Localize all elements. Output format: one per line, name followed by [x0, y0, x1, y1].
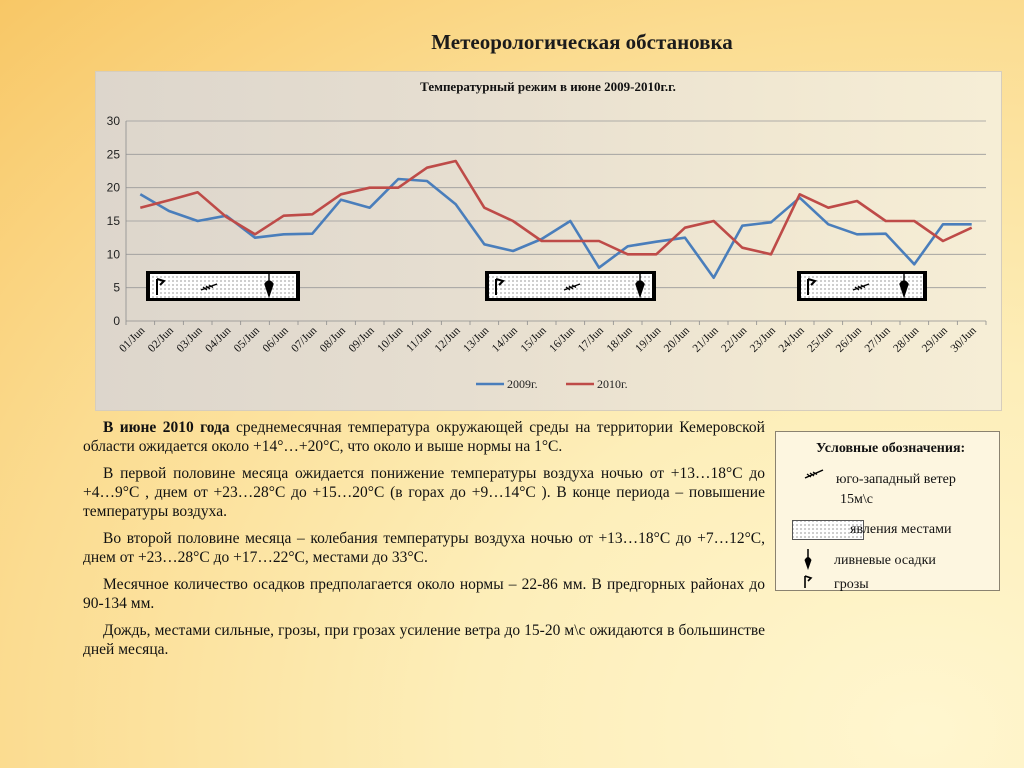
weather-annotation-box — [146, 271, 300, 301]
paragraph-3: Во второй половине месяца – колебания температуры воздуха ночью от +13…18°С до +7…12°С, днем от +23…28°С до +17…22°С, местами до 33°С. — [83, 530, 765, 566]
y-tick-label: 5 — [113, 280, 120, 295]
slide-title: Метеорологическая обстановка — [431, 30, 733, 54]
x-tick-label: 01/Jun — [117, 324, 148, 355]
paragraph-1 — [83, 418, 765, 456]
x-tick-label: 05/Jun — [231, 324, 263, 355]
y-tick-label: 15 — [106, 214, 120, 228]
y-tick-label: 20 — [106, 180, 120, 195]
wind-label: юго-западный ветер — [836, 472, 956, 487]
series-line-2 — [140, 161, 971, 254]
x-tick-label: 02/Jun — [145, 324, 177, 355]
symbol-legend-title: Условные обозначения: — [816, 441, 966, 456]
description-text — [83, 418, 765, 667]
wind-speed-label: 15м\с — [840, 492, 873, 507]
paragraph-4: Месячное количество осадков предполагается около нормы – 22-86 мм. В предгорных районах до 90-134 мм. — [83, 576, 765, 612]
chart-title: Температурный режим в июне 2009-2010г.г. — [420, 79, 676, 94]
x-tick-label: 22/Jun — [719, 324, 750, 355]
x-tick-label: 17/Jun — [575, 324, 607, 355]
shower-icon — [802, 548, 814, 572]
x-tick-label: 07/Jun — [289, 324, 320, 355]
symbol-legend — [775, 431, 1000, 591]
y-tick-label: 0 — [113, 314, 120, 328]
storms-label: грозы — [834, 577, 869, 592]
x-tick-label: 09/Jun — [346, 324, 377, 355]
paragraph-1-lead: В июне 2010 года — [103, 419, 230, 436]
x-tick-label: 23/Jun — [747, 324, 779, 355]
x-tick-label: 06/Jun — [260, 324, 291, 355]
paragraph-5: Дождь, местами сильные, грозы, при грозах усиление ветра до 15-20 м\с ожидаются в большинстве дней месяца. — [83, 622, 765, 658]
y-tick-label: 25 — [106, 147, 120, 162]
y-tick-label: 10 — [106, 247, 120, 262]
x-tick-label: 16/Jun — [547, 324, 578, 355]
weather-annotation-box — [797, 271, 927, 301]
thunderstorm-icon — [802, 574, 814, 590]
x-tick-label: 21/Jun — [690, 324, 721, 355]
x-tick-label: 15/Jun — [518, 324, 549, 355]
paragraph-2: В первой половине месяца ожидается понижение температуры воздуха ночью от +13…18°С до +4…9°С , днем от +23…28°С до +15…20°С (в горах до +9…14°С ). В конце периода – повышение температуры воздуха. — [83, 465, 765, 520]
x-tick-label: 18/Jun — [604, 324, 635, 355]
x-tick-label: 25/Jun — [805, 324, 836, 355]
x-tick-label: 08/Jun — [317, 324, 349, 355]
wind-icon — [802, 468, 826, 482]
legend-label: 2010г. — [597, 377, 628, 391]
locally-label: явления местами — [850, 522, 952, 537]
x-tick-label: 29/Jun — [919, 324, 951, 355]
x-tick-label: 04/Jun — [203, 324, 234, 355]
x-tick-label: 12/Jun — [432, 324, 463, 355]
x-tick-label: 19/Jun — [633, 324, 664, 355]
x-tick-label: 11/Jun — [404, 324, 435, 355]
x-tick-label: 20/Jun — [661, 324, 693, 355]
y-tick-label: 30 — [106, 114, 120, 128]
weather-annotation-box — [485, 271, 656, 301]
x-tick-label: 14/Jun — [489, 324, 521, 355]
x-tick-label: 30/Jun — [948, 324, 979, 355]
temperature-chart — [96, 72, 1001, 410]
x-tick-label: 03/Jun — [174, 324, 205, 355]
legend-label: 2009г. — [507, 377, 538, 391]
chart-panel — [95, 71, 1002, 411]
x-tick-label: 27/Jun — [862, 324, 893, 355]
x-tick-label: 28/Jun — [891, 324, 922, 355]
paragraph-1-body: среднемесячная температура окружающей среды на территории Кемеровской области ожидается около +14°…+20°С, что около и выше нормы на 1°С. — [83, 419, 765, 455]
x-tick-label: 10/Jun — [375, 324, 406, 355]
x-tick-label: 13/Jun — [461, 324, 492, 355]
showers-label: ливневые осадки — [834, 553, 936, 568]
x-tick-label: 24/Jun — [776, 324, 807, 355]
x-tick-label: 26/Jun — [833, 324, 865, 355]
